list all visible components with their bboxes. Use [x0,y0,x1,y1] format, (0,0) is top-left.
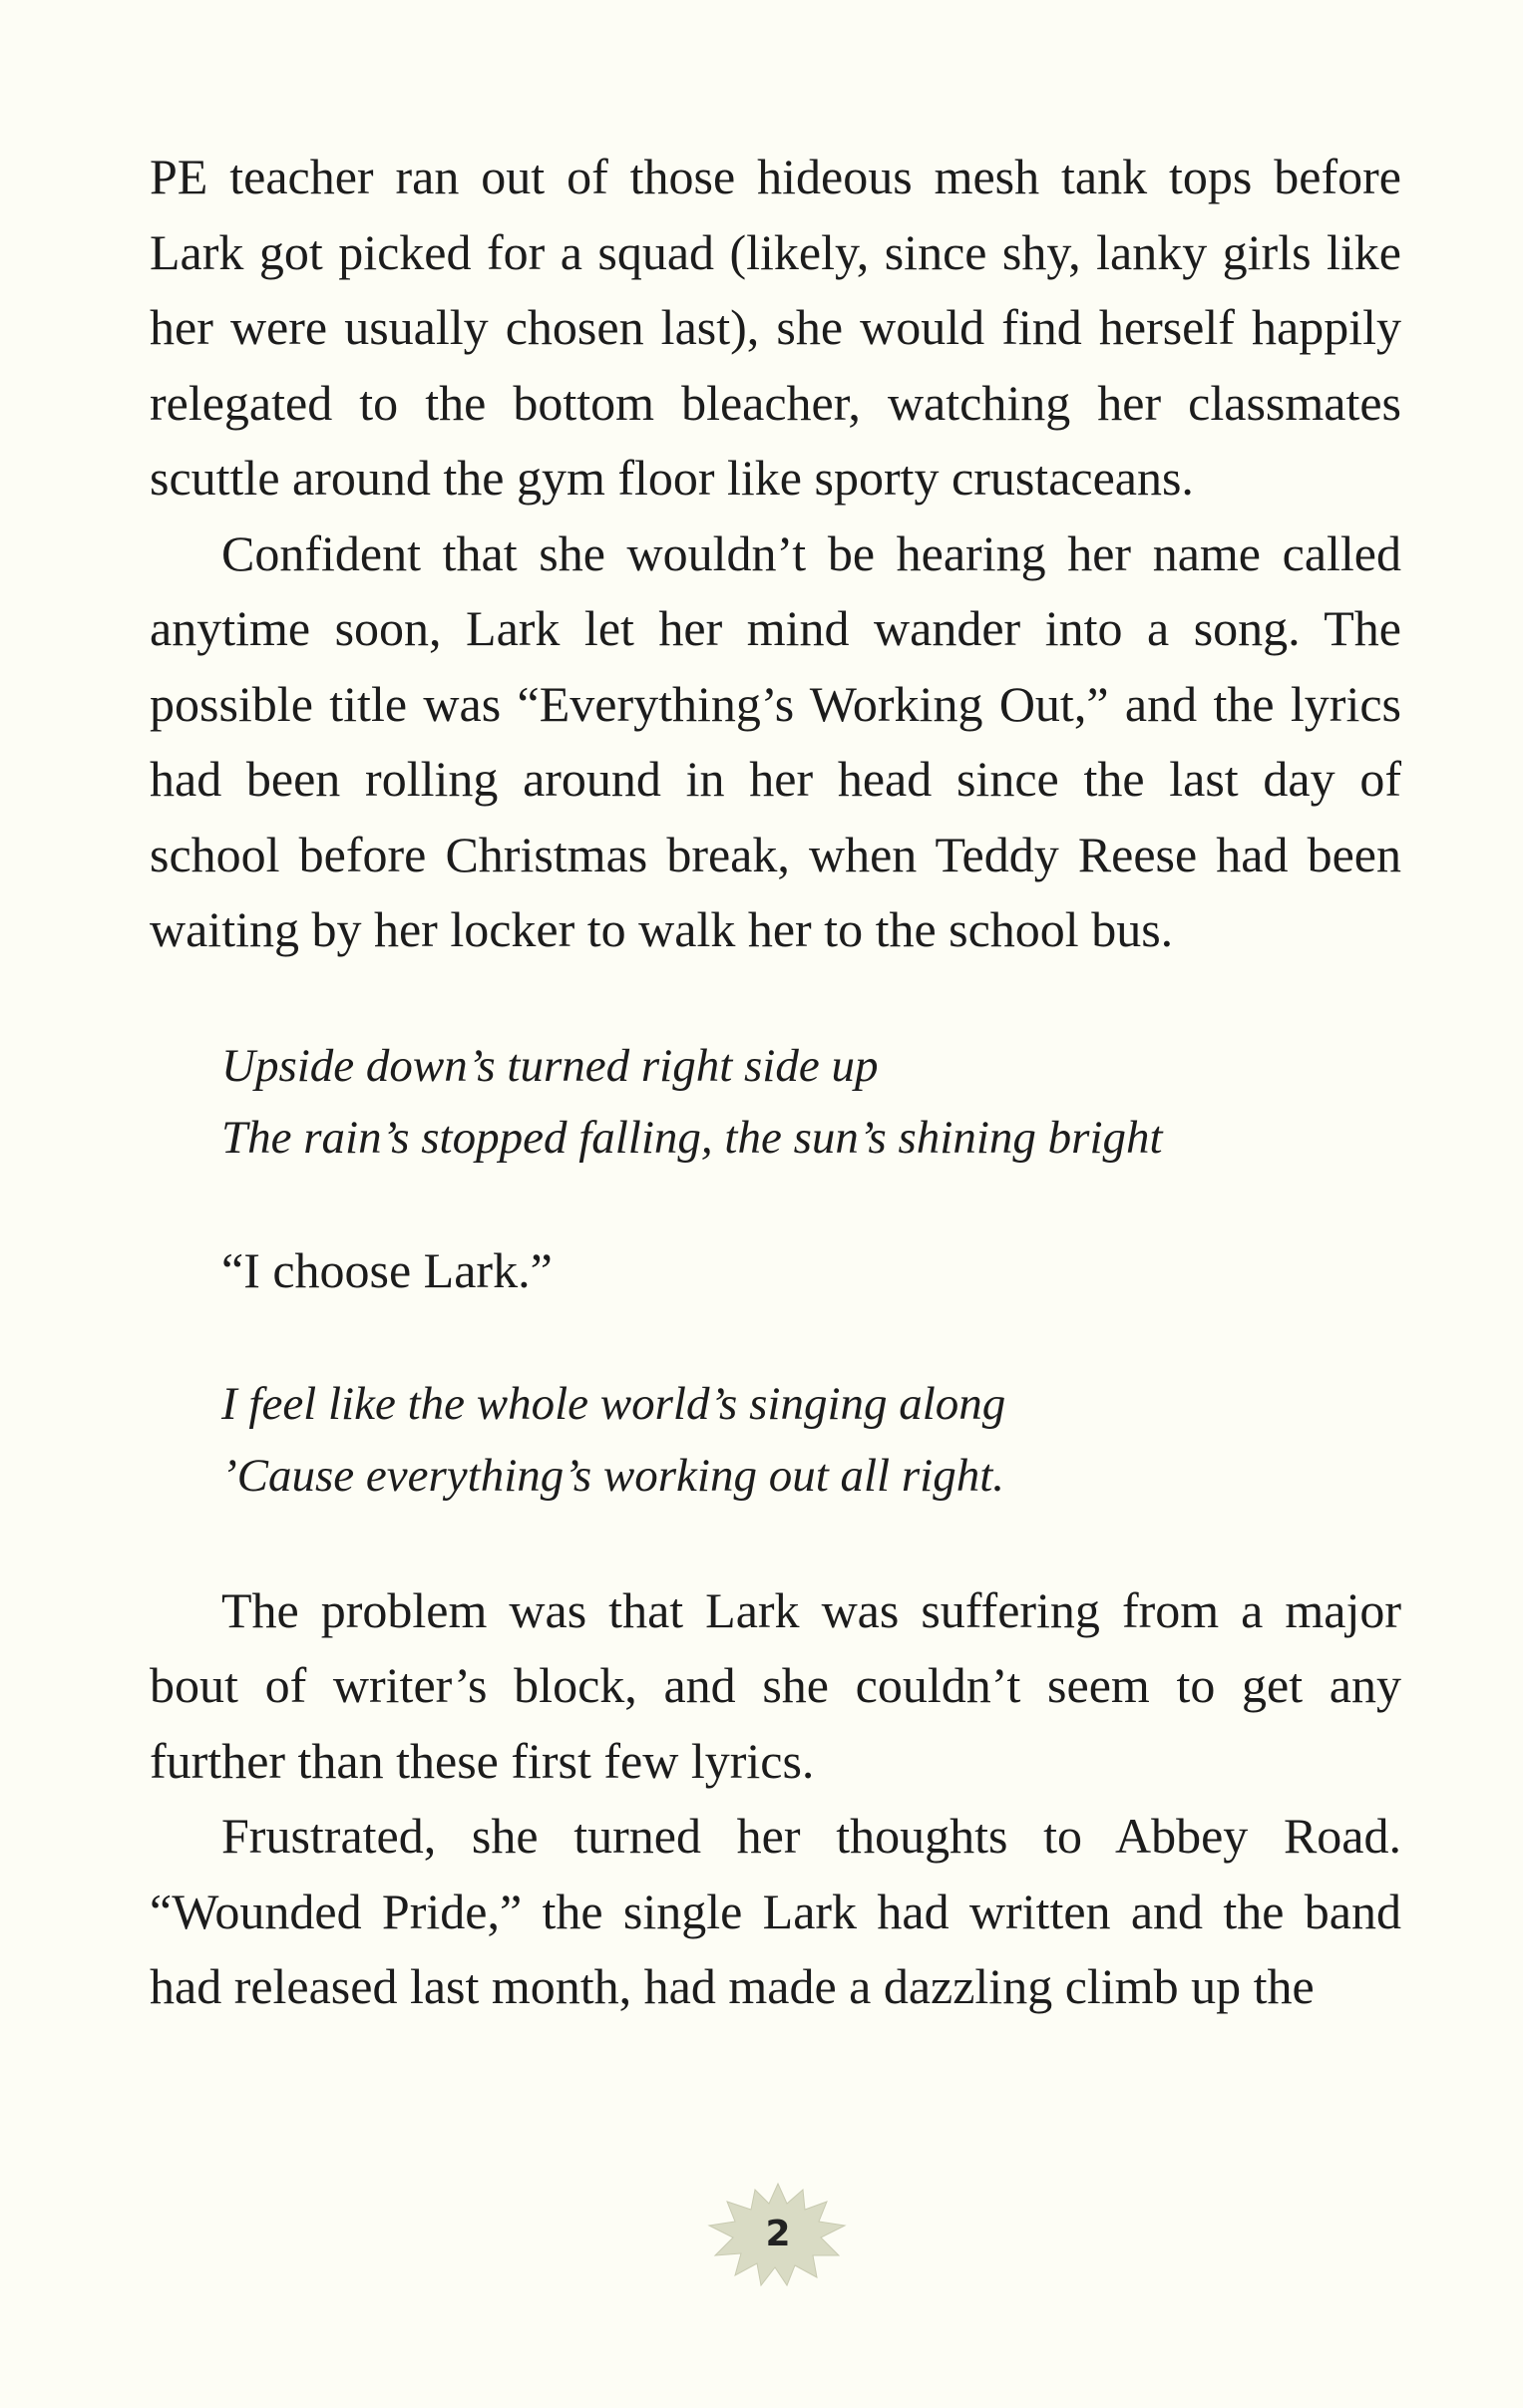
paragraph-4: Frustrated, she turned her thoughts to Abbey Road. “Wounded Pride,” the single Lark had written and the band had released last month, had made a dazzling climb up the [150,1808,1401,2014]
paragraph-3: The problem was that Lark was suffering from a major bout of writer’s block, and she couldn’t seem to get any further than these first few lyrics. [150,1581,1401,1789]
lyric-line: ’Cause everything’s working out all right. [221,1449,1005,1502]
page-number-badge [703,2180,853,2289]
lyric-line: Upside down’s turned right side up [221,1039,879,1092]
spacer [150,1174,1401,1233]
page-body [150,140,1401,2025]
lyrics-block-2 [150,1368,1401,1512]
page-number: 2 [765,2214,791,2254]
spacer [150,1308,1401,1368]
lyrics-block-1 [150,1030,1401,1174]
paragraph-1: PE teacher ran out of those hideous mesh tank tops before Lark got picked for a squad (likely, since shy, lanky girls like her were usually chosen last), she would find herself happily relegated to the bottom bleacher, watching her classmates scuttle around the gym floor like sporty crustaceans. [150,149,1401,506]
lyric-line: The rain’s stopped falling, the sun’s shining bright [221,1111,1163,1164]
spacer [150,968,1401,1030]
paragraph-2: Confident that she wouldn’t be hearing her name called anytime soon, Lark let her mind wander into a song. The possible title was “Everything’s Working Out,” and the lyrics had been rolling around in her head since the last day of school before Christmas break, when Teddy Reese had been waiting by her locker to walk her to the school bus. [150,524,1401,957]
dialogue-line: “I choose Lark.” [221,1241,553,1298]
spacer [150,1512,1401,1573]
lyric-line: I feel like the whole world’s singing along [221,1377,1006,1430]
